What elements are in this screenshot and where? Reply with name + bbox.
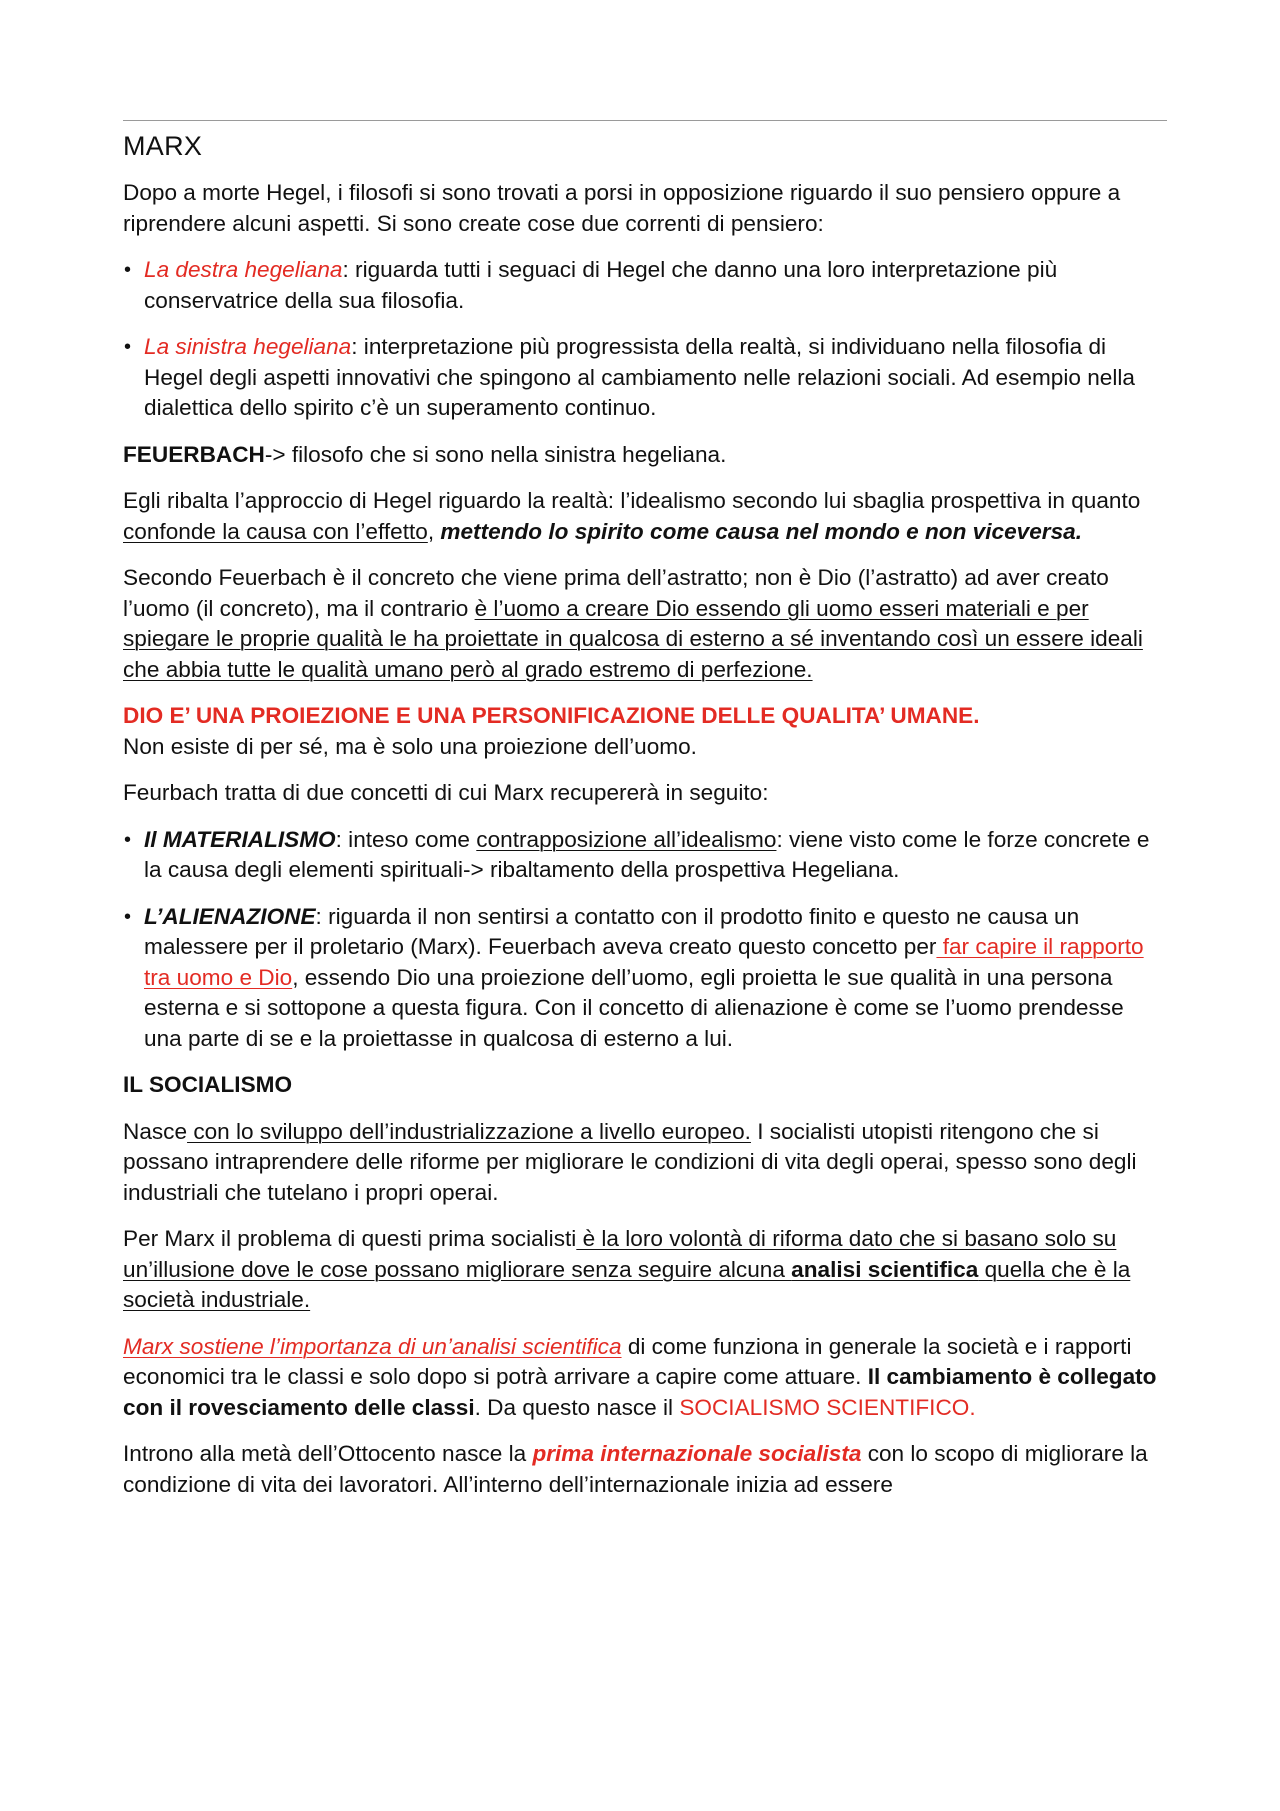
analisi-scientifica: analisi scientifica	[791, 1256, 979, 1282]
term-sinistra-hegeliana: La sinistra hegeliana	[144, 334, 352, 359]
analisi-bold: Il cambiamento è collegato con il rovesciamento delle classi	[123, 1364, 1157, 1420]
page-title: MARX	[123, 131, 203, 161]
ribalta-underline: confonde la causa con l’effetto	[123, 518, 428, 544]
hegelian-currents-list	[123, 255, 1167, 424]
materialismo-text-2: : viene visto come le forze concrete e la causa degli elementi spirituali-> ribaltamento della prospettiva Hegeliana.	[144, 826, 1150, 882]
feuerbach-text: -> filosofo che si sono nella sinistra hegeliana.	[264, 441, 727, 467]
internazionale-text-2: con lo scopo di migliorare la condizione di vita dei lavoratori. All’interno dell’internazionale inizia ad essere	[123, 1441, 1148, 1497]
term-alienazione: L’ALIENAZIONE	[144, 903, 316, 929]
analisi-text-2: . Da questo nasce il	[474, 1394, 680, 1420]
ribalta-text-1: Egli ribalta l’approccio di Hegel riguardo la realtà: l’idealismo secondo lui sbaglia prospettiva in quanto	[123, 488, 1141, 513]
ribalta-emphasis: mettendo lo spirito come causa nel mondo e non viceversa.	[440, 518, 1082, 544]
concreto-text: Secondo Feuerbach è il concreto che viene prima dell’astratto; non è Dio (l’astratto) ad aver creato l’uomo (il concreto), ma il contrario	[123, 565, 1109, 621]
problema-text-1: Per Marx il problema di questi prima socialisti	[123, 1226, 577, 1251]
analisi-text-1: di come funziona in generale la società e i rapporti economici tra le classi e solo dopo si potrà arrivare a capire come attuare.	[123, 1333, 1132, 1389]
internazionale-text-1: Introno alla metà dell’Ottocento nasce la	[123, 1441, 533, 1466]
problema-underline-1: è la loro volontà di riforma dato che si basano solo su un’illusione dove le cose possano migliorare senza seguire alcuna	[123, 1226, 1117, 1282]
prima-internazionale: prima internazionale socialista	[532, 1441, 862, 1466]
alienazione-red-underline: far capire il rapporto tra uomo e Dio	[144, 934, 1144, 990]
sinistra-description: : interpretazione più progressista della realtà, si individuano nella filosofia di Hegel degli aspetti innovativi che spingono al cambiamento nelle relazioni sociali. Ad esempio nella dialettica dello spirito c’è un superamento continuo.	[144, 334, 1135, 420]
term-destra-hegeliana: La destra hegeliana	[144, 257, 343, 282]
analisi-paragraph	[123, 1332, 1167, 1424]
destra-description: : riguarda tutti i seguaci di Hegel che danno una loro interpretazione più conservatrice della sua filosofia.	[144, 257, 1058, 313]
feuerbach-name: FEUERBACH	[123, 441, 265, 467]
alienazione-text-1: : riguarda il non sentirsi a contatto con il prodotto finito e questo ne causa un malessere per il proletario (Marx). Feuerbach aveva creato questo concetto per	[144, 903, 1080, 959]
top-divider	[123, 120, 1167, 121]
term-materialismo: Il MATERIALISMO	[144, 826, 336, 852]
list-item-sinistra	[123, 332, 1167, 424]
nasce-text-1: Nasce	[123, 1118, 188, 1144]
socialismo-heading: IL SOCIALISMO	[123, 1072, 293, 1097]
problema-paragraph	[123, 1224, 1167, 1316]
due-concetti-paragraph: Feurbach tratta di due concetti di cui Marx recupererà in seguito:	[123, 780, 769, 805]
feuerbach-paragraph	[123, 440, 1167, 471]
nasce-paragraph	[123, 1117, 1167, 1209]
document-page	[123, 120, 1167, 1516]
ribalta-text-2: ,	[427, 518, 441, 544]
materialismo-text-1: : inteso come	[335, 826, 477, 852]
dio-proiezione-text: Non esiste di per sé, ma è solo una proiezione dell’uomo.	[123, 733, 697, 759]
list-item-materialismo	[123, 825, 1167, 886]
analisi-red-italic: Marx sostiene l’importanza di un’analisi scientifica	[123, 1333, 622, 1359]
problema-underline-2: quella che è la società industriale.	[123, 1256, 1131, 1312]
internazionale-paragraph	[123, 1439, 1167, 1500]
materialismo-underline: contrapposizione all’idealismo	[476, 826, 777, 852]
concepts-list	[123, 825, 1167, 1055]
intro-paragraph: Dopo a morte Hegel, i filosofi si sono trovati a porsi in opposizione riguardo il suo pensiero oppure a riprendere alcuni aspetti. Si sono create cose due correnti di pensiero:	[123, 180, 1121, 236]
nasce-underline: con lo sviluppo dell’industrializzazione a livello europeo.	[187, 1118, 751, 1144]
ribalta-paragraph	[123, 486, 1167, 547]
dio-proiezione-paragraph	[123, 701, 1167, 762]
list-item-destra	[123, 255, 1167, 316]
alienazione-text-2: , essendo Dio una proiezione dell’uomo, egli proietta le sue qualità in una persona esterna e si sottopone a questa figura. Con il concetto di alienazione è come se l’uomo prendesse una parte di se e la proiettasse in qualcosa di esterno a lui.	[144, 964, 1124, 1051]
list-item-alienazione	[123, 902, 1167, 1055]
nasce-text-2: I socialisti utopisti ritengono che si possano intraprendere delle riforme per migliorare le condizioni di vita degli operai, spesso sono degli industriali che tutelano i propri operai.	[123, 1118, 1137, 1205]
concreto-underline: è l’uomo a creare Dio essendo gli uomo esseri materiali e per spiegare le proprie qualità le ha proiettate in qualcosa di esterno a sé inventando così un essere ideali che abbia tutte le qualità umano però al grado estremo di perfezione.	[123, 595, 1143, 682]
concreto-paragraph	[123, 563, 1167, 685]
socialismo-scientifico: SOCIALISMO SCIENTIFICO.	[679, 1394, 976, 1420]
dio-proiezione-heading: DIO E’ UNA PROIEZIONE E UNA PERSONIFICAZIONE DELLE QUALITA’ UMANE.	[123, 703, 980, 728]
